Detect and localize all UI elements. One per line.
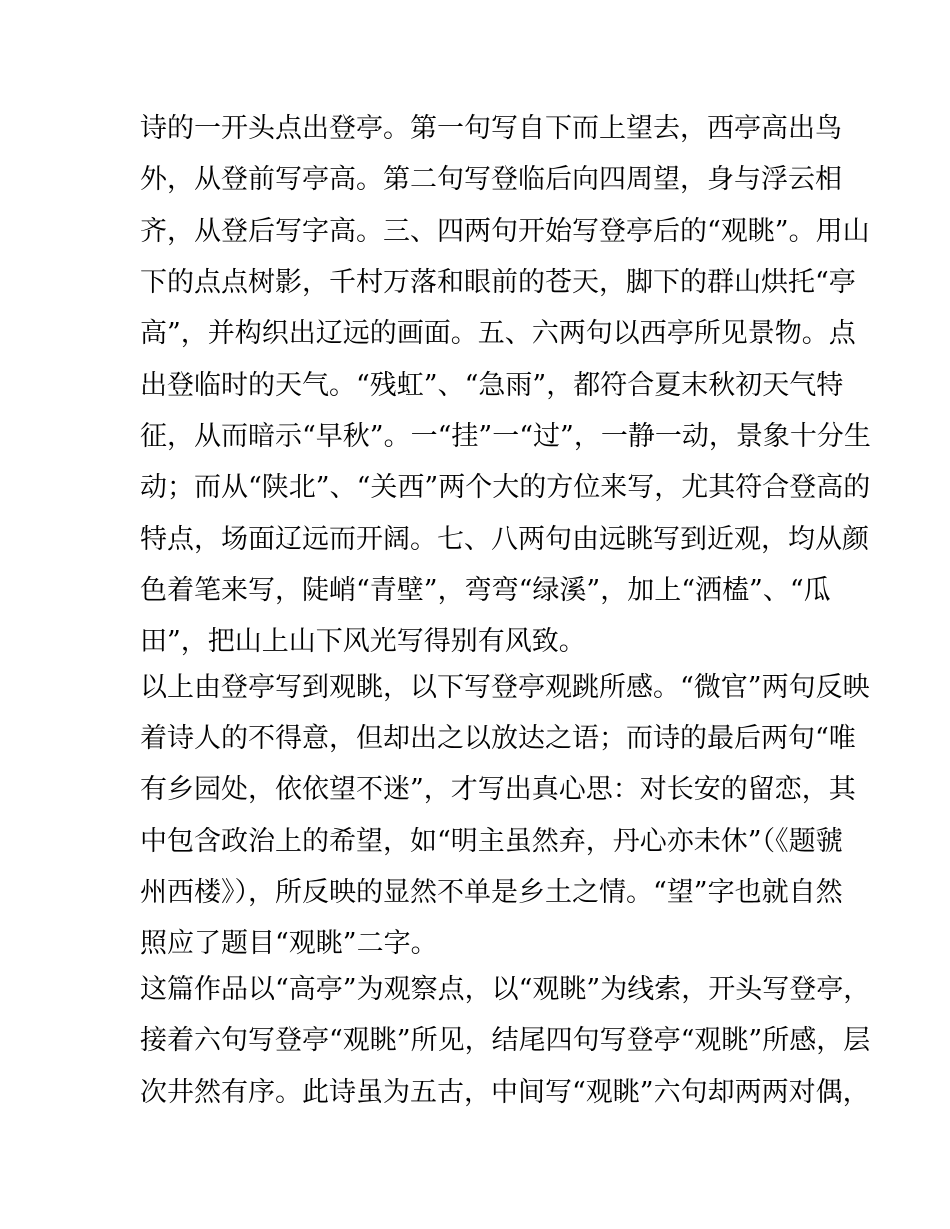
text-line: 色着笔来写，陡峭“青壁”，弯弯“绿溪”，加上“洒榼”、“瓜 bbox=[140, 575, 831, 606]
text-line: 着诗人的不得意，但却出之以放达之语；而诗的最后两句“唯 bbox=[140, 723, 856, 754]
text-line: 高”，并构织出辽远的画面。五、六两句以西亭所见景物。点 bbox=[140, 318, 856, 349]
text-line: 出登临时的天气。“残虹”、“急雨”，都符合夏末秋初天气特 bbox=[140, 370, 844, 401]
text-line: 下的点点树影，千村万落和眼前的苍天，脚下的群山烘托“亭 bbox=[140, 267, 856, 298]
text-line: 诗的一开头点出登亭。第一句写自下而上望去，西亭高出鸟 bbox=[140, 113, 842, 144]
text-line: 齐，从登后写字高。三、四两句开始写登亭后的“观眺”。用山 bbox=[140, 216, 870, 247]
text-line: 动；而从“陕北”、“关西”两个大的方位来写，尤其符合登高的 bbox=[140, 472, 871, 503]
text-line: 这篇作品以“高亭”为观察点，以“观眺”为线索，开头写登亭， bbox=[140, 974, 871, 1005]
text-line: 接着六句写登亭“观眺”所见，结尾四句写登亭“观眺”所感，层 bbox=[140, 1025, 871, 1056]
text-line: 外，从登前写亭高。第二句写登临后向四周望，身与浮云相 bbox=[140, 164, 842, 195]
text-line: 中包含政治上的希望，如“明主虽然弃，丹心亦未休”（《题虢 bbox=[140, 826, 843, 857]
text-line: 照应了题目“观眺”二字。 bbox=[140, 928, 438, 959]
text-line: 征，从而暗示“早秋”。一“挂”一“过”，一静一动，景象十分生 bbox=[140, 421, 871, 452]
text-line: 州西楼》），所反映的显然不单是乡土之情。“望”字也就自然 bbox=[140, 877, 843, 908]
text-line: 有乡园处，依依望不迷”，才写出真心思：对长安的留恋，其 bbox=[140, 774, 856, 805]
text-line: 以上由登亭写到观眺，以下写登亭观跳所感。“微官”两句反映 bbox=[140, 672, 870, 703]
text-line: 田”，把山上山下风光写得别有风致。 bbox=[140, 626, 586, 657]
text-line: 特点，场面辽远而开阔。七、八两句由远眺写到近观，均从颜 bbox=[140, 524, 869, 555]
text-line: 次井然有序。此诗虽为五古，中间写“观眺”六句却两两对偶， bbox=[140, 1077, 870, 1108]
